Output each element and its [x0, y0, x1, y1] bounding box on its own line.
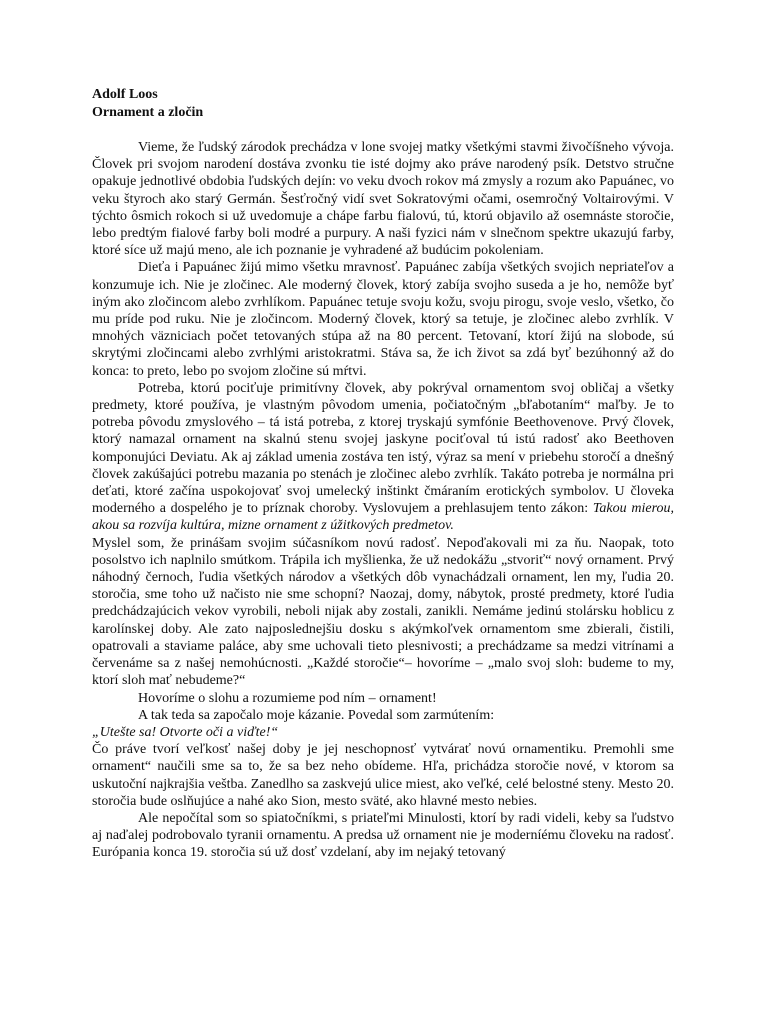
- paragraph-1: Vieme, že ľudský zárodok prechádza v lone svojej matky všetkými stavmi živočíšneho vývoja. Človek pri svojom narodení dostáva zvonku tie isté dojmy ako práve narodený psík. Detstvo stručne opakuje jednotlivé obdobia ľudských dejín: vo veku dvoch rokov má zmysly a rozum ako Papuánec, vo veku štyroch ako starý Germán. Šesťročný vidí svet Sokratovými očami, osemročný Voltairovými. V týchto ôsmich rokoch si už uvedomuje a chápe farbu fialovú, tú, ktorú objavilo až osemnáste storočie, lebo predtým fialové farby boli modré a purpury. A naši fyzici nám v slnečnom spektre ukazujú farby, ktoré síce už majú meno, ale ich poznanie je vyhradené až budúcim pokoleniam.: [92, 140, 674, 259]
- paragraph-5: Hovoríme o slohu a rozumieme pod ním – ornament!: [138, 690, 437, 706]
- heading-spacer: [92, 122, 674, 139]
- paragraph-3-text: Potreba, ktorú pociťuje primitívny človek, aby pokrýval ornamentom svoj obličaj a všetky predmety, ktoré používa, je vlastným pôvodom umenia, počiatočným „bľabotaním“ maľby. Je to potreba pôvodu zmyslového – tá istá potreba, z ktorej tryskajú symfónie Beethovenove. Prvý človek, ktorý namazal ornament na skalnú stenu svojej jaskyne pociťoval tú istú radosť ako Beethoven komponujúci Deviatu. Ak aj základ umenia zostáva ten istý, výraz sa mení v priebehu storočí a dnešný človek zakúšajúci potrebu mazania po stenách je zločinec alebo zvrhlík. Takáto potreba je normálna pri deťati, ktoré začína uspokojovať svoj umelecký inštinkt čmáraním erotických symbolov. U človeka moderného a dospelého je to príznak choroby. Vyslovujem a prehlasujem tento zákon:: [92, 380, 674, 517]
- paragraph-3: [92, 380, 674, 535]
- paragraph-6: A tak teda sa započalo moje kázanie. Povedal som zarmútením:: [138, 707, 495, 723]
- italic-law: Takou mierou, akou sa rozvíja kultúra, mizne ornament z úžitkových predmetov.: [92, 501, 675, 534]
- paragraph-2: Dieťa i Papuánec žijú mimo všetku mravnosť. Papuánec zabíja všetkých svojich nepriateľov a konzumuje ich. Nie je zločinec. Ale moderný človek, ktorý zabíja svojho suseda a je ho, nemôže byť iným ako zločincom alebo zvrhlíkom. Papuánec tetuje svoju kožu, svoju pirogu, svoje veslo, všetko, čo mu príde pod ruku. Nie je zločincom. Moderný človek, ktorý sa tetuje, je zločinec alebo zvrhlík. V mnohých väzniciach počet tetovaných stúpa až na 80 percent. Tetovaní, ktorí žijú na slobode, sú skrytými zločincami alebo zvrhlými aristokratmi. Stáva sa, že ich život sa zdá byť bezúhonný až do konca: to preto, lebo po svojom zločine sú mŕtvi.: [92, 260, 674, 379]
- title-heading: Ornament a zločin: [92, 105, 204, 120]
- author-heading: Adolf Loos: [92, 87, 158, 102]
- paragraph-8: Ale nepočítal som so spiatočníkmi, s priateľmi Minulosti, ktorí by radi videli, keby sa ľudstvo aj naďalej podrobovalo tyranii ornamentu. A predsa už ornament nie je moderníému človeku na radosť. Európania konca 19. storočia sú už dosť vzdelaní, aby im nejaký tetovaný: [92, 810, 674, 861]
- document-page: [92, 86, 674, 862]
- paragraph-4: Myslel som, že prinášam svojim súčasníkom novú radosť. Nepoďakovali mi za ňu. Naopak, toto posolstvo ich naplnilo smútkom. Trápila ich myšlienka, že už nedokážu „stvoriť“ nový ornament. Prvý náhodný černoch, ľudia všetkých národov a všetkých dôb vynachádzali ornament, len my, ľudia 20. storočia, sme toho už načisto nie sme schopní? Naozaj, domy, nábytok, prosté predmety, ktoré ľudia predchádzajúcich vekov vyrobili, neboli nijak aby zostali, zanikli. Nemáme jedinú stolársku hoblicu z karolínskej doby. Ale zato najposlednejšiu dosku s akýmkoľvek ornamentom sme zbierali, čistili, opatrovali a staviame paláce, aby sme uchovali tieto plesnivosti; a prechádzame sa medzi vitrínami a červenáme sa z našej nemohúcnosti. „Každé storočie“– hovoríme – „malo svoj sloh: budeme to my, ktorí sloh mať nebudeme?“: [92, 535, 674, 689]
- paragraph-7: Čo práve tvorí veľkosť našej doby je jej neschopnosť vytvárať novú ornamentiku. Premohli sme ornament“ naučili sme sa to, že sa bez neho obídeme. Hľa, prichádza storočie nové, v ktorom sa uskutoční najkrajšia veštba. Zanedlho sa zaskvejú ulice miest, ako veľké, celé belostné steny. Mesto 20. storočia bude oslňujúce a nahé ako Sion, mesto sväté, ako hlavné mesto nebies.: [92, 742, 674, 809]
- italic-exclaim: „Utešte sa! Otvorte oči a viďte!“: [92, 724, 279, 740]
